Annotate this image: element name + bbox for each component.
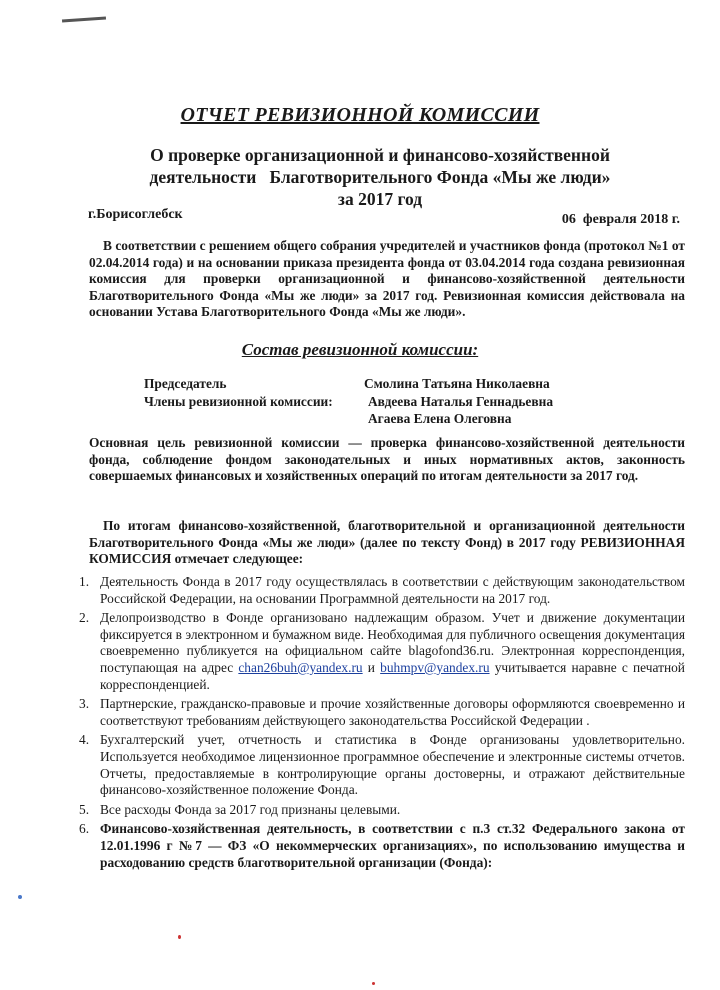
results-intro-paragraph: По итогам финансово-хозяйственной, благотворительной и организационной деятельности Благотворительного Фонда «Мы же люди» (далее по тексту Фонд) в 2017 году РЕВИЗИОННАЯ КОМИССИЯ отмечает следующее: xyxy=(89,518,685,567)
chair-role: Председатель xyxy=(144,376,227,391)
list-item xyxy=(79,821,685,871)
subtitle-line: О проверке организационной и финансово-хозяйственной xyxy=(150,145,610,165)
document-title: ОТЧЕТ РЕВИЗИОННОЙ КОМИССИИ xyxy=(180,104,540,126)
member-row xyxy=(144,410,614,428)
scan-speck xyxy=(372,982,375,985)
list-item-text: Бухгалтерский учет, отчетность и статистика в Фонде организованы удовлетворительно. Используется необходимое лицензионное программное обеспечение и электронные системы отчетов. Отчеты, предоставляемые в контролирующие органы достоверны, и отражают действительные финансово-хозяйственное положение Фонда. xyxy=(100,732,685,798)
document-subtitle xyxy=(120,144,640,210)
members-role: Члены ревизионной комиссии: xyxy=(144,393,333,409)
list-number: 3. xyxy=(79,696,90,712)
list-item xyxy=(79,574,685,607)
scan-speck xyxy=(178,935,181,939)
document-date: 06 февраля 2018 г. xyxy=(561,212,680,227)
list-number: 6. xyxy=(79,821,90,837)
list-item xyxy=(79,610,685,693)
subtitle-line: за 2017 год xyxy=(337,189,423,209)
scan-artifact xyxy=(62,16,106,22)
list-item-text: Финансово-хозяйственная деятельность, в соответствии с п.3 ст.32 Федерального закона от 12.01.1996 г №7 — ФЗ «О некоммерческих организациях», по использованию имущества и расходованию средств благотворительной организации (Фонда): xyxy=(100,821,685,870)
member-row xyxy=(144,393,614,411)
email-link[interactable]: buhmpv@yandex.ru xyxy=(380,659,490,675)
composition-heading: Состав ревизионной комиссии: xyxy=(241,340,479,359)
subtitle-line: деятельности Благотворительного Фонда «Мы же люди» xyxy=(149,167,611,187)
list-item xyxy=(79,696,685,729)
email-link[interactable]: chan26buh@yandex.ru xyxy=(238,659,363,675)
scan-speck xyxy=(18,895,22,899)
list-item-text: Делопроизводство в Фонде организовано надлежащим образом. Учет и движение документации фиксируется в электронном и бумажном виде. Необходимая для публичного освещения документация своевременно публикуется на официальном сайте blagofond36.ru. Электронная корреспонденция, поступающая на адрес xyxy=(100,610,685,675)
goal-paragraph: Основная цель ревизионной комиссии — проверка финансово-хозяйственной деятельности фонда, соблюдение фондом законодательных и иных нормативных актов, законность совершаемых финансовых и хозяйственных операций по итогам деятельности за 2017 год. xyxy=(89,435,685,484)
list-item-text: учитывается наравне с печатной корреспонденцией. xyxy=(100,659,685,692)
list-item-text: и xyxy=(362,659,381,675)
intro-paragraph: В соответствии с решением общего собрания учредителей и участников фонда (протокол №1 от 02.04.2014 года) и на основании приказа президента фонда от 03.04.2014 года создана ревизионная комиссия для проверки организационной и финансово-хозяйственной деятельности Благотворительного Фонда «Мы же люди» за 2017 год. Ревизионная комиссия действовала на основании Устава Благотворительного Фонда «Мы же люди». xyxy=(89,238,685,320)
member-name: Авдеева Наталья Геннадьевна xyxy=(368,393,554,409)
list-number: 1. xyxy=(79,574,90,589)
list-number: 5. xyxy=(79,801,90,817)
list-item xyxy=(79,801,685,819)
findings-list xyxy=(79,574,685,874)
city: г.Борисоглебск xyxy=(88,207,183,222)
chair-name: Смолина Татьяна Николаевна xyxy=(364,376,550,391)
member-name: Агаева Елена Олеговна xyxy=(368,411,512,426)
list-item-text: Партнерские, гражданско-правовые и прочие хозяйственные договоры оформляются своевременно и соответствуют требованиям действующего законодательства Российской Федерации . xyxy=(100,696,685,728)
list-item-text: Все расходы Фонда за 2017 год признаны целевыми. xyxy=(100,801,401,817)
list-number: 4. xyxy=(79,732,90,748)
list-number: 2. xyxy=(79,610,90,626)
list-item xyxy=(79,732,685,798)
commission-members xyxy=(144,375,614,428)
list-item-text: Деятельность Фонда в 2017 году осуществлялась в соответствии с действующим законодательством Российской Федерации, на основании Программной деятельности на 2017 год. xyxy=(100,574,685,606)
chair-row xyxy=(144,375,614,393)
